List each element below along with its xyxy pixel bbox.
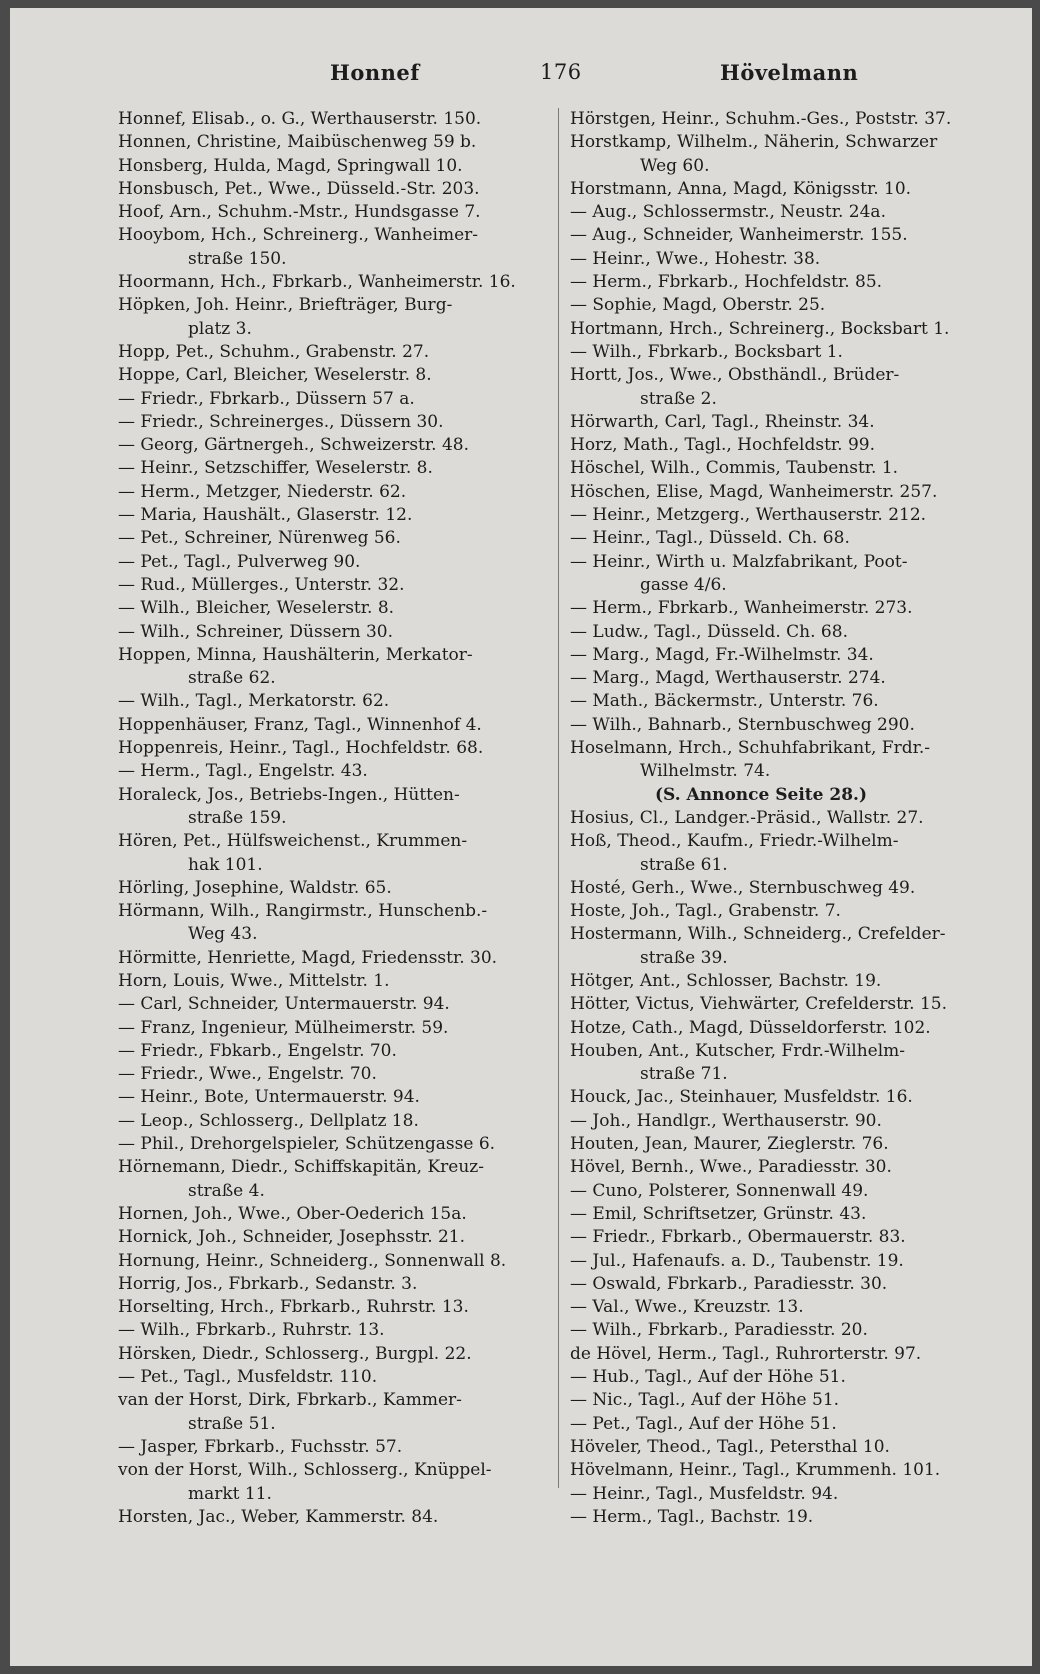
entry-continuation: Weg 43. — [188, 924, 258, 945]
directory-entry: — Herm., Fbrkarb., Wanheimerstr. 273. — [570, 598, 913, 619]
directory-entry: Hövel, Bernh., Wwe., Paradiesstr. 30. — [570, 1157, 892, 1178]
directory-entry: — Emil, Schriftsetzer, Grünstr. 43. — [570, 1203, 867, 1224]
entry-continuation: straße 39. — [640, 947, 728, 968]
directory-entry: Hötger, Ant., Schlosser, Bachstr. 19. — [570, 970, 882, 991]
directory-entry: Hörmann, Wilh., Rangirmstr., Hunschenb.- — [118, 901, 488, 922]
directory-entry: Hörwarth, Carl, Tagl., Rheinstr. 34. — [570, 411, 875, 432]
directory-entry: — Heinr., Wirth u. Malzfabrikant, Poot- — [570, 551, 908, 572]
directory-entry: — Heinr., Setzschiffer, Weselerstr. 8. — [118, 458, 433, 479]
directory-entry: Houten, Jean, Maurer, Zieglerstr. 76. — [570, 1134, 889, 1155]
directory-entry: — Oswald, Fbrkarb., Paradiesstr. 30. — [570, 1273, 888, 1294]
entry-continuation: straße 2. — [640, 388, 717, 409]
directory-entry: Horstmann, Anna, Magd, Königsstr. 10. — [570, 178, 912, 199]
directory-entry: Höschel, Wilh., Commis, Taubenstr. 1. — [570, 458, 899, 479]
directory-entry: — Aug., Schlossermstr., Neustr. 24a. — [570, 202, 886, 223]
directory-entry: Hoppenhäuser, Franz, Tagl., Winnenhof 4. — [118, 714, 482, 735]
directory-entry: Hoppen, Minna, Haushälterin, Merkator- — [118, 644, 473, 665]
directory-entry: Höveler, Theod., Tagl., Petersthal 10. — [570, 1436, 890, 1457]
directory-entry: van der Horst, Dirk, Fbrkarb., Kammer- — [118, 1390, 462, 1411]
directory-entry: Hosté, Gerh., Wwe., Sternbuschweg 49. — [570, 877, 916, 898]
directory-entry: — Heinr., Tagl., Musfeldstr. 94. — [570, 1483, 839, 1504]
directory-entry: Honnen, Christine, Maibüschenweg 59 b. — [118, 132, 477, 153]
directory-entry: Hosius, Cl., Landger.-Präsid., Wallstr. 27. — [570, 807, 924, 828]
directory-entry: Horaleck, Jos., Betriebs-Ingen., Hütten- — [118, 784, 460, 805]
running-head-left: Honnef — [330, 60, 420, 85]
directory-entry: — Carl, Schneider, Untermauerstr. 94. — [118, 994, 450, 1015]
directory-entry: Horselting, Hrch., Fbrkarb., Ruhrstr. 13. — [118, 1297, 469, 1318]
directory-entry: Honsberg, Hulda, Magd, Springwall 10. — [118, 155, 463, 176]
directory-entry: — Aug., Schneider, Wanheimerstr. 155. — [570, 225, 908, 246]
directory-entry: Hörsken, Diedr., Schlosserg., Burgpl. 22. — [118, 1343, 472, 1364]
directory-entry: Hörmitte, Henriette, Magd, Friedensstr. 30. — [118, 947, 498, 968]
directory-entry: — Pet., Tagl., Pulverweg 90. — [118, 551, 361, 572]
directory-entry: — Marg., Magd, Fr.-Wilhelmstr. 34. — [570, 644, 874, 665]
directory-entry: — Wilh., Schreiner, Düssern 30. — [118, 621, 394, 642]
directory-entry: Hoselmann, Hrch., Schuhfabrikant, Frdr.- — [570, 738, 930, 759]
directory-entry: Hoormann, Hch., Fbrkarb., Wanheimerstr. 16. — [118, 272, 516, 293]
directory-entry: — Maria, Haushält., Glaserstr. 12. — [118, 505, 413, 526]
directory-entry: Hoppenreis, Heinr., Tagl., Hochfeldstr. 68. — [118, 738, 484, 759]
running-head-right: Hövelmann — [720, 60, 859, 85]
directory-entry: — Sophie, Magd, Oberstr. 25. — [570, 295, 826, 316]
directory-page — [10, 8, 1032, 1666]
directory-entry: Hopp, Pet., Schuhm., Grabenstr. 27. — [118, 341, 430, 362]
directory-entry: Hornung, Heinr., Schneiderg., Sonnenwall 8. — [118, 1250, 507, 1271]
annonce-note: (S. Annonce Seite 28.) — [655, 784, 868, 805]
directory-entry: Höschen, Elise, Magd, Wanheimerstr. 257. — [570, 481, 938, 502]
directory-entry: — Val., Wwe., Kreuzstr. 13. — [570, 1297, 804, 1318]
directory-entry: Houck, Jac., Steinhauer, Musfeldstr. 16. — [570, 1087, 913, 1108]
directory-entry: Honsbusch, Pet., Wwe., Düsseld.-Str. 203. — [118, 178, 480, 199]
left-column — [118, 108, 558, 1529]
directory-entry: — Friedr., Fbrkarb., Obermauerstr. 83. — [570, 1227, 906, 1248]
entry-continuation: Wilhelmstr. 74. — [640, 761, 771, 782]
entry-continuation: markt 11. — [188, 1483, 272, 1504]
entry-continuation: straße 150. — [188, 248, 287, 269]
directory-entry: — Jul., Hafenaufs. a. D., Taubenstr. 19. — [570, 1250, 904, 1271]
directory-entry: Hoß, Theod., Kaufm., Friedr.-Wilhelm- — [570, 831, 899, 852]
directory-entry: von der Horst, Wilh., Schlosserg., Knüppel- — [118, 1460, 492, 1481]
directory-entry: Höpken, Joh. Heinr., Briefträger, Burg- — [118, 295, 453, 316]
directory-entry: — Herm., Fbrkarb., Hochfeldstr. 85. — [570, 272, 883, 293]
entry-continuation: hak 101. — [188, 854, 263, 875]
directory-entry: Hörstgen, Heinr., Schuhm.-Ges., Poststr. 37. — [570, 109, 952, 129]
directory-entry: Hörnemann, Diedr., Schiffskapitän, Kreuz- — [118, 1157, 485, 1178]
directory-entry: Hooybom, Hch., Schreinerg., Wanheimer- — [118, 225, 478, 246]
directory-entry: — Georg, Gärtnergeh., Schweizerstr. 48. — [118, 435, 469, 456]
directory-entry: — Pet., Tagl., Auf der Höhe 51. — [570, 1413, 837, 1434]
directory-entry: Hoof, Arn., Schuhm.-Mstr., Hundsgasse 7. — [118, 202, 481, 223]
directory-entry: — Friedr., Fbrkarb., Düssern 57 a. — [118, 388, 415, 409]
directory-entry: — Heinr., Metzgerg., Werthauserstr. 212. — [570, 505, 927, 526]
entry-continuation: straße 4. — [188, 1180, 265, 1201]
directory-entry: — Heinr., Tagl., Düsseld. Ch. 68. — [570, 528, 850, 549]
directory-entry: Hoppe, Carl, Bleicher, Weselerstr. 8. — [118, 365, 432, 386]
directory-entry: — Rud., Müllerges., Unterstr. 32. — [118, 574, 405, 595]
entry-continuation: straße 62. — [188, 668, 276, 689]
directory-entry: — Phil., Drehorgelspieler, Schützengasse 6. — [118, 1134, 496, 1155]
directory-entry: — Friedr., Schreinerges., Düssern 30. — [118, 411, 444, 432]
entry-continuation: gasse 4/6. — [640, 574, 727, 595]
directory-entry: Hortt, Jos., Wwe., Obsthändl., Brüder- — [570, 365, 900, 386]
directory-entry: — Wilh., Tagl., Merkatorstr. 62. — [118, 691, 390, 712]
entry-continuation: straße 51. — [188, 1413, 276, 1434]
directory-entry: — Pet., Schreiner, Nürenweg 56. — [118, 528, 401, 549]
directory-entry: — Math., Bäckermstr., Unterstr. 76. — [570, 691, 879, 712]
entry-continuation: straße 71. — [640, 1064, 728, 1085]
directory-entry: — Wilh., Bahnarb., Sternbuschweg 290. — [570, 714, 915, 735]
entry-continuation: straße 61. — [640, 854, 728, 875]
directory-entry: Hören, Pet., Hülfsweichenst., Krummen- — [118, 831, 468, 852]
directory-entry: — Cuno, Polsterer, Sonnenwall 49. — [570, 1180, 869, 1201]
directory-entry: Horstkamp, Wilhelm., Näherin, Schwarzer — [570, 132, 938, 153]
directory-entry: — Heinr., Bote, Untermauerstr. 94. — [118, 1087, 420, 1108]
directory-entry: — Leop., Schlosserg., Dellplatz 18. — [118, 1110, 419, 1131]
directory-entry: Horn, Louis, Wwe., Mittelstr. 1. — [118, 970, 390, 991]
directory-entry: — Pet., Tagl., Musfeldstr. 110. — [118, 1367, 378, 1388]
directory-entry: Hotze, Cath., Magd, Düsseldorferstr. 102. — [570, 1017, 931, 1038]
directory-entry: — Herm., Metzger, Niederstr. 62. — [118, 481, 407, 502]
directory-entry: Hostermann, Wilh., Schneiderg., Crefelder- — [570, 924, 946, 945]
entry-continuation: platz 3. — [188, 318, 252, 339]
directory-entry: — Ludw., Tagl., Düsseld. Ch. 68. — [570, 621, 848, 642]
right-column — [570, 108, 1020, 1529]
directory-entry: Hortmann, Hrch., Schreinerg., Bocksbart 1. — [570, 318, 950, 339]
directory-entry: — Herm., Tagl., Bachstr. 19. — [570, 1506, 814, 1527]
directory-entry: Hoste, Joh., Tagl., Grabenstr. 7. — [570, 901, 841, 922]
directory-entry: — Hub., Tagl., Auf der Höhe 51. — [570, 1367, 846, 1388]
directory-entry: Hornen, Joh., Wwe., Ober-Oederich 15a. — [118, 1203, 467, 1224]
directory-entry: — Friedr., Wwe., Engelstr. 70. — [118, 1064, 377, 1085]
directory-entry: — Wilh., Bleicher, Weselerstr. 8. — [118, 598, 395, 619]
directory-entry: — Wilh., Fbrkarb., Ruhrstr. 13. — [118, 1320, 385, 1341]
column-divider — [558, 108, 559, 1488]
directory-entry: — Nic., Tagl., Auf der Höhe 51. — [570, 1390, 840, 1411]
directory-entry: Houben, Ant., Kutscher, Frdr.-Wilhelm- — [570, 1040, 906, 1061]
directory-entry: de Hövel, Herm., Tagl., Ruhrorterstr. 97. — [570, 1343, 922, 1364]
page-number: 176 — [540, 60, 582, 84]
directory-entry: — Friedr., Fbkarb., Engelstr. 70. — [118, 1040, 397, 1061]
directory-entry: — Wilh., Fbrkarb., Paradiesstr. 20. — [570, 1320, 868, 1341]
directory-entry: — Herm., Tagl., Engelstr. 43. — [118, 761, 368, 782]
directory-entry: — Wilh., Fbrkarb., Bocksbart 1. — [570, 341, 843, 362]
entry-continuation: Weg 60. — [640, 155, 710, 176]
directory-entry: — Marg., Magd, Werthauserstr. 274. — [570, 668, 886, 689]
directory-entry: Hövelmann, Heinr., Tagl., Krummenh. 101. — [570, 1460, 941, 1481]
directory-entry: Horsten, Jac., Weber, Kammerstr. 84. — [118, 1506, 439, 1527]
directory-entry: Hörling, Josephine, Waldstr. 65. — [118, 877, 392, 898]
directory-entry: Hornick, Joh., Schneider, Josephsstr. 21. — [118, 1227, 466, 1248]
directory-entry: — Franz, Ingenieur, Mülheimerstr. 59. — [118, 1017, 449, 1038]
directory-entry: Honnef, Elisab., o. G., Werthauserstr. 150. — [118, 109, 482, 129]
directory-entry: — Jasper, Fbrkarb., Fuchsstr. 57. — [118, 1436, 403, 1457]
directory-entry: Hötter, Victus, Viehwärter, Crefelderstr. 15. — [570, 994, 948, 1015]
directory-entry: Horrig, Jos., Fbrkarb., Sedanstr. 3. — [118, 1273, 418, 1294]
directory-entry: — Joh., Handlgr., Werthauserstr. 90. — [570, 1110, 882, 1131]
entry-continuation: straße 159. — [188, 807, 287, 828]
directory-entry: — Heinr., Wwe., Hohestr. 38. — [570, 248, 821, 269]
directory-entry: Horz, Math., Tagl., Hochfeldstr. 99. — [570, 435, 876, 456]
